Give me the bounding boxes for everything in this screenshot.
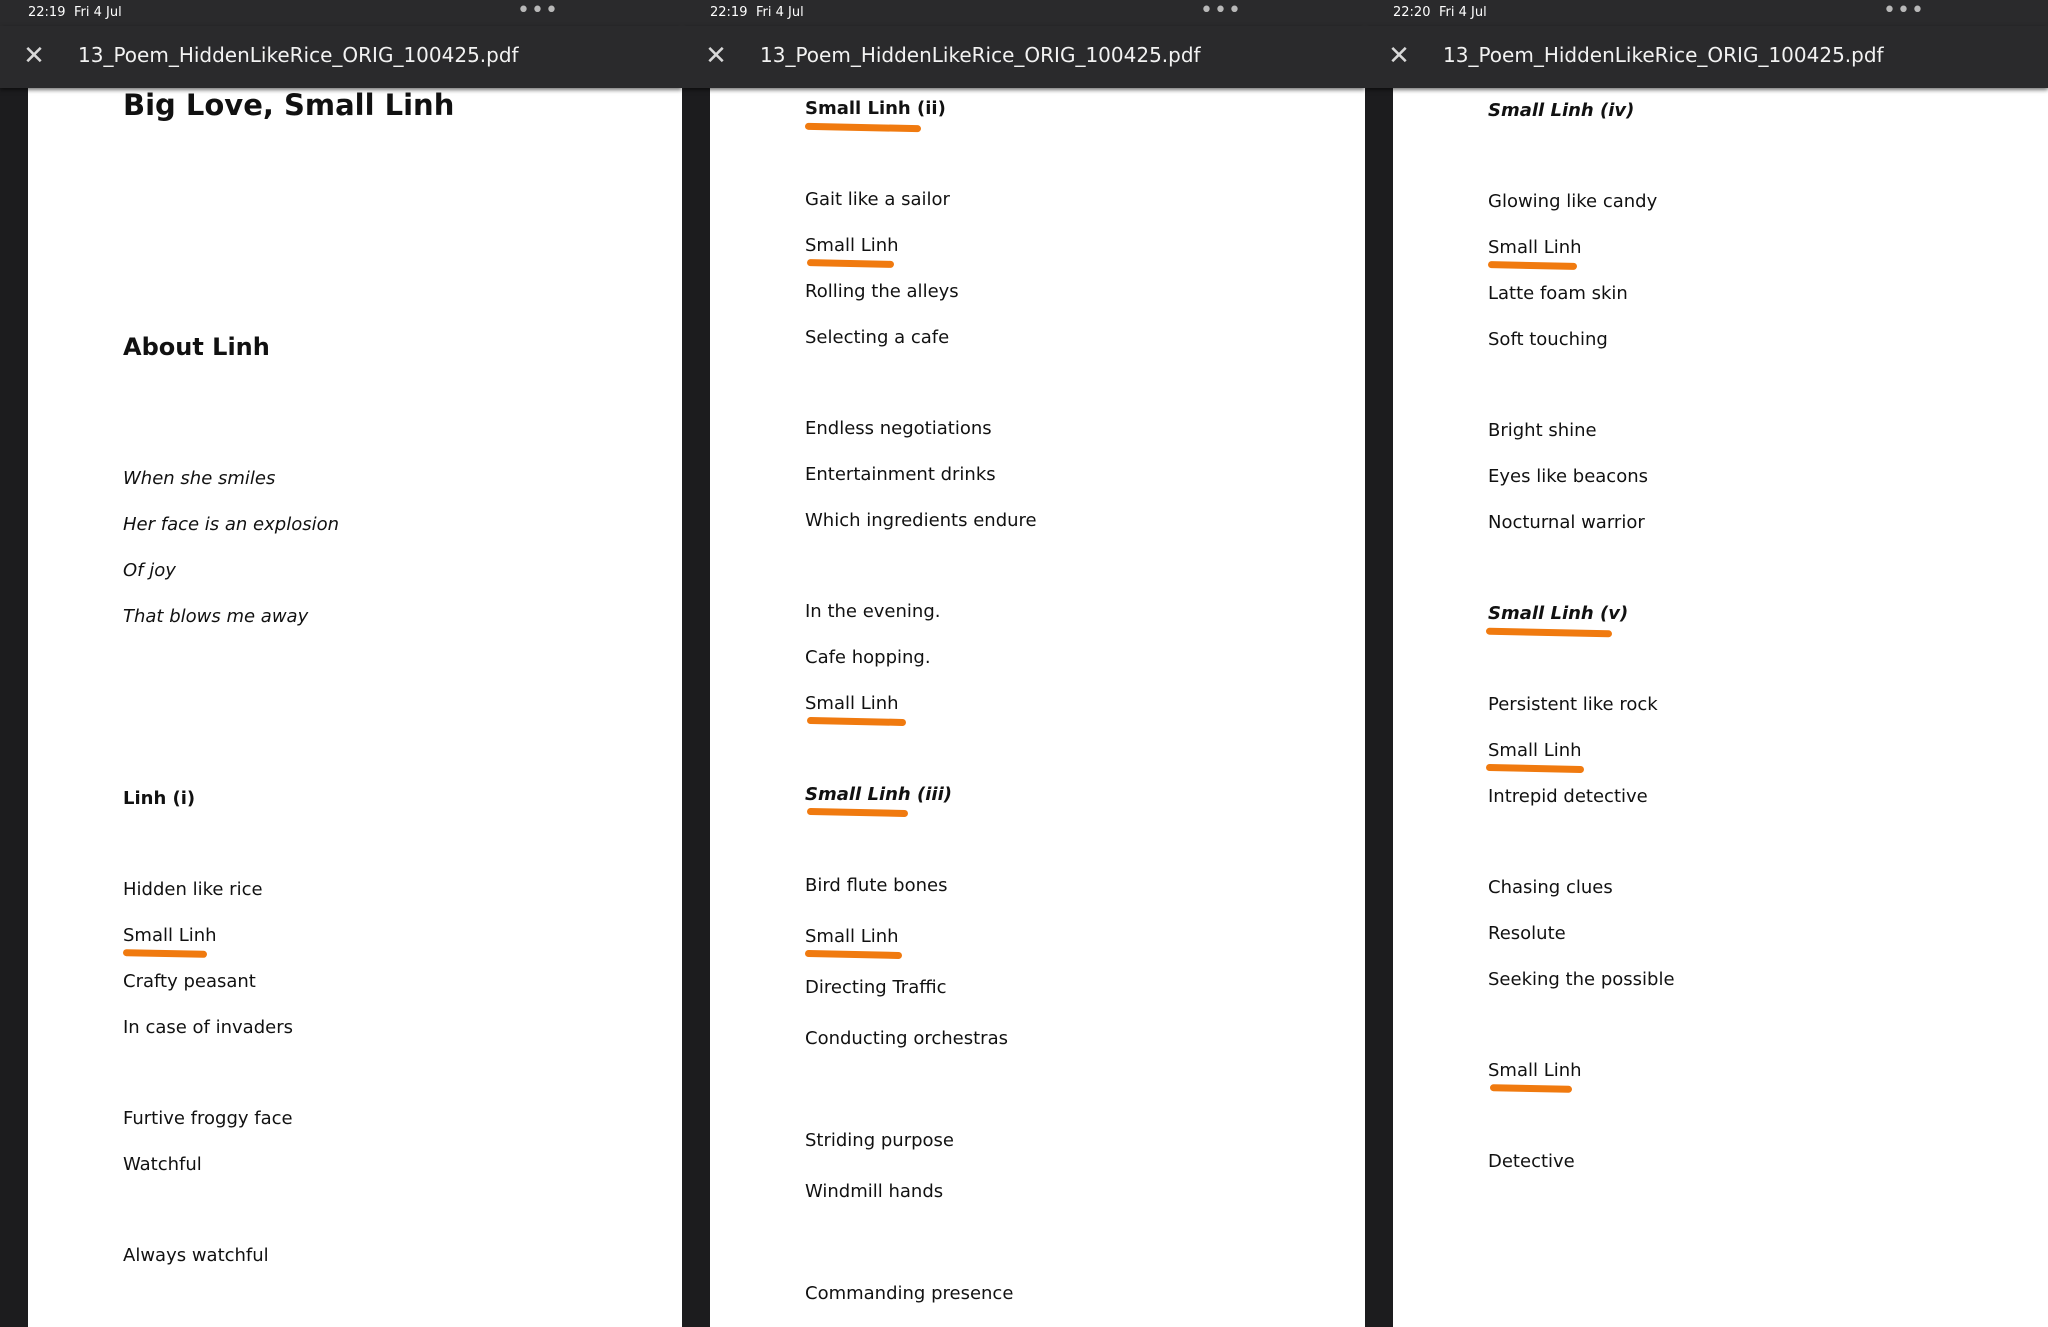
status-time: 22:19 <box>28 5 66 20</box>
pdf-viewer-panel-2 <box>682 0 1365 1327</box>
poem-line: Resolute <box>1488 923 1566 944</box>
poem-line: Commanding presence <box>805 1283 1014 1304</box>
poem-line: Bright shine <box>1488 420 1597 441</box>
poem-line: Small Linh <box>123 925 217 946</box>
poem-line: When she smiles <box>123 468 276 489</box>
poem-line: Always watchful <box>123 1245 269 1266</box>
poem-line: Crafty peasant <box>123 971 256 992</box>
poem-line: Endless negotiations <box>805 418 992 439</box>
poem-heading: Small Linh (iii) <box>805 784 952 805</box>
poem-line: Small Linh <box>805 235 899 256</box>
poem-line: Persistent like rock <box>1488 694 1658 715</box>
pdf-toolbar <box>0 26 682 88</box>
section-heading: About Linh <box>123 333 270 361</box>
poem-line: Glowing like candy <box>1488 191 1658 212</box>
poem-line: Soft touching <box>1488 329 1608 350</box>
poem-line: Nocturnal warrior <box>1488 512 1645 533</box>
document-filename: 13_Poem_HiddenLikeRice_ORIG_100425.pdf <box>78 43 519 67</box>
poem-line: Of joy <box>123 560 176 581</box>
poem-line: Entertainment drinks <box>805 464 996 485</box>
poem-line: Seeking the possible <box>1488 969 1675 990</box>
status-time: 22:20 <box>1393 5 1431 20</box>
poem-heading: Small Linh (v) <box>1488 603 1629 624</box>
document-filename: 13_Poem_HiddenLikeRice_ORIG_100425.pdf <box>1443 43 1884 67</box>
status-date: Fri 4 Jul <box>74 5 122 20</box>
status-date: Fri 4 Jul <box>1439 5 1487 20</box>
poem-line: Conducting orchestras <box>805 1028 1008 1049</box>
pdf-page[interactable] <box>710 88 1365 1327</box>
pdf-page[interactable] <box>28 88 682 1327</box>
status-date: Fri 4 Jul <box>756 5 804 20</box>
pdf-viewer-panel-1 <box>0 0 682 1327</box>
close-icon[interactable]: ✕ <box>705 41 727 71</box>
highlight-mark <box>1486 764 1584 773</box>
pdf-viewer-panel-3 <box>1365 0 2048 1327</box>
status-bar <box>1365 0 2048 26</box>
close-icon[interactable]: ✕ <box>1388 41 1410 71</box>
poem-line: Cafe hopping. <box>805 647 931 668</box>
highlight-mark <box>807 808 908 817</box>
poem-line: Which ingredients endure <box>805 510 1037 531</box>
more-options-icon[interactable]: ••• <box>1200 0 1242 23</box>
poem-line: Small Linh <box>1488 1060 1582 1081</box>
close-icon[interactable]: ✕ <box>23 41 45 71</box>
document-filename: 13_Poem_HiddenLikeRice_ORIG_100425.pdf <box>760 43 1201 67</box>
more-options-icon[interactable]: ••• <box>517 0 559 23</box>
poem-line: Small Linh <box>1488 237 1582 258</box>
poem-line: Windmill hands <box>805 1181 944 1202</box>
poem-line: Selecting a cafe <box>805 327 950 348</box>
status-bar <box>682 0 1365 26</box>
poem-heading: Small Linh (iv) <box>1488 100 1635 121</box>
poem-line: Intrepid detective <box>1488 786 1648 807</box>
status-time: 22:19 <box>710 5 748 20</box>
poem-line: Hidden like rice <box>123 879 263 900</box>
poem-heading: Linh (i) <box>123 788 196 809</box>
highlight-mark <box>1490 1084 1572 1093</box>
poem-line: Striding purpose <box>805 1130 954 1151</box>
status-bar <box>0 0 682 26</box>
highlight-mark <box>1486 628 1612 638</box>
poem-line: Eyes like beacons <box>1488 466 1649 487</box>
highlight-mark <box>807 259 894 268</box>
poem-line: Small Linh <box>1488 740 1582 761</box>
more-options-icon[interactable]: ••• <box>1883 0 1925 23</box>
poem-line: Furtive froggy face <box>123 1108 293 1129</box>
pdf-page[interactable] <box>1393 88 2048 1327</box>
poem-line: Detective <box>1488 1151 1575 1172</box>
poem-line: Watchful <box>123 1154 202 1175</box>
highlight-mark <box>1488 261 1577 270</box>
poem-line: In case of invaders <box>123 1017 293 1038</box>
highlight-mark <box>807 717 906 726</box>
highlight-mark <box>805 950 902 959</box>
poem-line: Rolling the alleys <box>805 281 959 302</box>
poem-line: Her face is an explosion <box>123 514 340 535</box>
poem-line: Directing Traffic <box>805 977 947 998</box>
poem-line: In the evening. <box>805 601 941 622</box>
document-title: Big Love, Small Linh <box>123 88 455 122</box>
highlight-mark <box>805 123 921 132</box>
pdf-toolbar <box>682 26 1365 88</box>
highlight-mark <box>123 949 207 958</box>
poem-line: Small Linh <box>805 693 899 714</box>
poem-line: Latte foam skin <box>1488 283 1628 304</box>
poem-line: That blows me away <box>123 606 309 627</box>
poem-line: Bird flute bones <box>805 875 948 896</box>
poem-line: Gait like a sailor <box>805 189 950 210</box>
poem-line: Chasing clues <box>1488 877 1613 898</box>
poem-heading: Small Linh (ii) <box>805 98 946 119</box>
poem-line: Small Linh <box>805 926 899 947</box>
pdf-toolbar <box>1365 26 2048 88</box>
